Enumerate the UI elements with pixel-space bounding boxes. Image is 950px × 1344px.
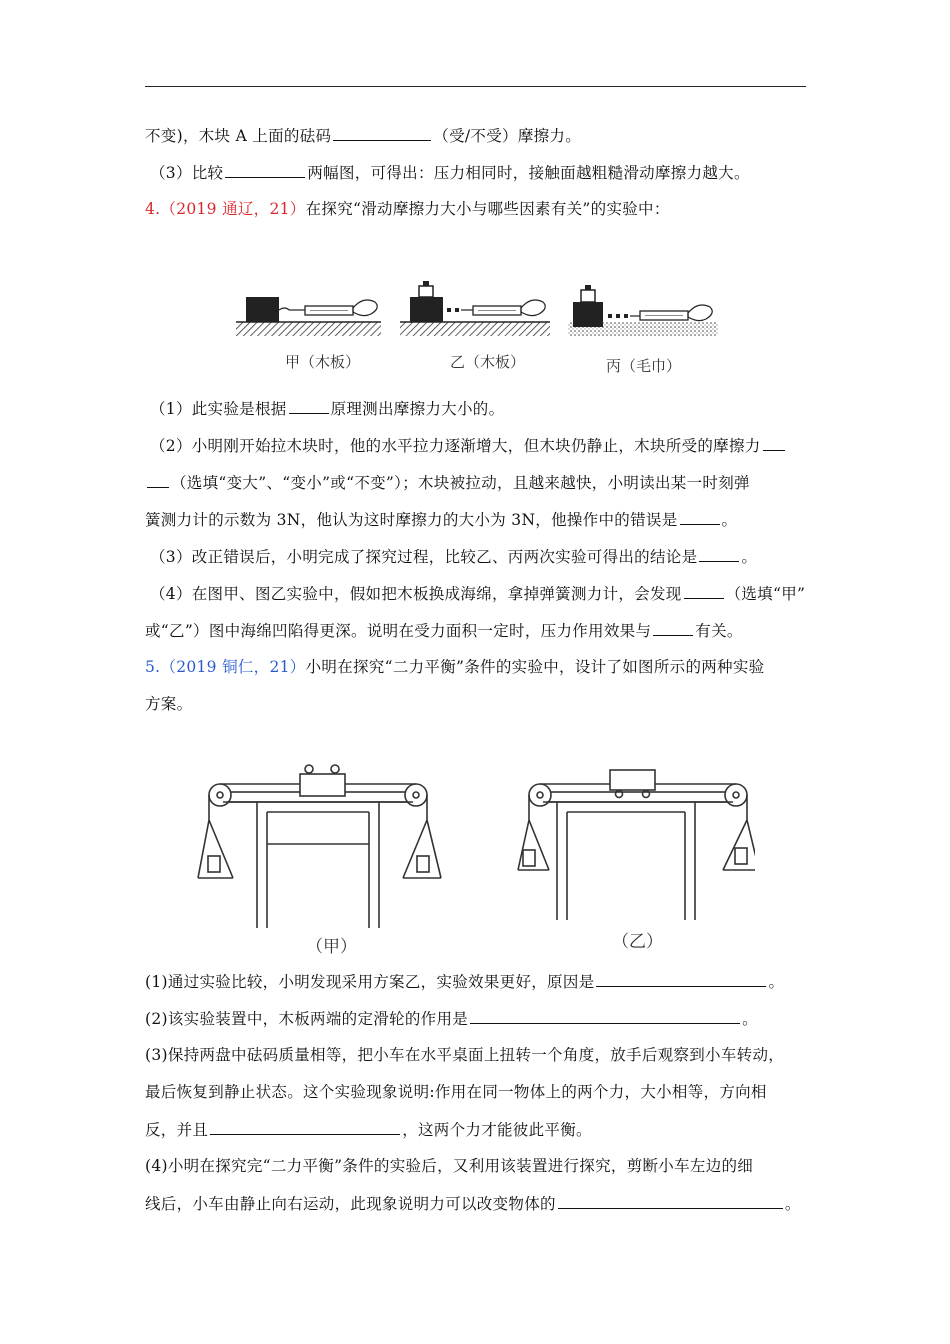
question-stem: 小明在探究“二力平衡”条件的实验中，设计了如图所示的两种实验	[305, 658, 765, 676]
setup-bing	[568, 285, 718, 336]
text: ，这两个力才能彼此平衡。	[402, 1121, 592, 1139]
q5-stem-line-1	[145, 657, 764, 677]
question-stem: 在探究“滑动摩擦力大小与哪些因素有关”的实验中：	[305, 200, 670, 218]
text: （3）改正错误后，小明完成了探究过程，比较乙、丙两次实验可得出的结论是	[150, 548, 698, 566]
q5-part-2	[145, 1008, 758, 1029]
figure-caption-yi: 乙（木板）	[450, 353, 526, 371]
question-source: （2019 铜仁，21）	[160, 658, 306, 676]
q4-stem	[145, 199, 670, 219]
text: 。	[721, 511, 738, 529]
q4-part-3	[150, 546, 757, 567]
text: （选填“甲”	[725, 585, 806, 603]
text: 有关。	[695, 622, 743, 640]
q4-part-2-line-2	[145, 472, 750, 493]
text: 簧测力计的示数为 3N，他认为这时摩擦力的大小为 3N，他操作中的错误是	[145, 511, 678, 529]
text: (1)通过实验比较，小明发现采用方案乙，实验效果更好，原因是	[145, 973, 595, 991]
answer-blank[interactable]	[470, 1008, 740, 1024]
figure-caption-yi: （乙）	[612, 932, 663, 952]
text: 或“乙”）图中海绵凹陷得更深。说明在受力面积一定时，压力作用效果与	[145, 622, 652, 640]
answer-blank[interactable]	[210, 1119, 400, 1135]
text: 。	[742, 1010, 758, 1028]
text: 方案。	[145, 695, 193, 713]
q5-part-3-line-2	[145, 1082, 767, 1102]
answer-blank[interactable]	[653, 620, 693, 636]
text: 两幅图，可得出：压力相同时，接触面越粗糙滑动摩擦力越大。	[307, 164, 750, 182]
answer-blank[interactable]	[289, 398, 329, 414]
text: （选填“变大”、“变小”或“不变”）；木块被拉动，且越来越快，小明读出某一时刻弹	[171, 474, 750, 492]
text: （4）在图甲、图乙实验中，假如把木板换成海绵，拿掉弹簧测力计，会发现	[150, 585, 682, 603]
q4-part-1	[150, 398, 504, 419]
q5-part-4-line-1	[145, 1156, 753, 1176]
answer-blank[interactable]	[680, 509, 720, 525]
text: （1）此实验是根据	[150, 400, 287, 418]
figure-caption-bing: 丙（毛巾）	[606, 357, 682, 375]
q5-stem-line-2	[145, 694, 192, 714]
q5-part-1	[145, 971, 784, 992]
text: 最后恢复到静止状态。这个实验现象说明:作用在同一物体上的两个力，大小相等，方向相	[145, 1083, 767, 1101]
text: （受/不受）摩擦力。	[433, 127, 582, 145]
text: (4)小明在探究完“二力平衡”条件的实验后，又利用该装置进行探究，剪断小车左边的细	[145, 1157, 754, 1175]
answer-blank[interactable]	[225, 162, 305, 178]
header-rule	[145, 86, 806, 87]
answer-blank[interactable]	[558, 1193, 783, 1209]
text: 不变)，木块 A 上面的砝码	[145, 127, 332, 145]
text: 。	[784, 1195, 801, 1213]
q5-part-3-line-3	[145, 1119, 592, 1140]
text: 。	[768, 973, 785, 991]
q4-part-4-line-1	[150, 583, 805, 604]
figure-caption-jia: （甲）	[306, 937, 357, 957]
text: 。	[741, 548, 758, 566]
text: (3)保持两盘中砝码质量相等，把小车在水平桌面上扭转一个角度，放手后观察到小车转动，	[145, 1046, 785, 1064]
q4-part-4-line-2	[145, 620, 743, 641]
text: 反，并且	[145, 1121, 209, 1139]
intro-line-2	[150, 162, 750, 183]
text: (2)该实验装置中，木板两端的定滑轮的作用是	[145, 1010, 469, 1028]
q4-part-2-line-3	[145, 509, 737, 530]
intro-line-1	[145, 125, 581, 146]
figure-caption-jia: 甲（木板）	[285, 353, 361, 371]
setup-jia	[236, 297, 381, 336]
question-number: 4.	[145, 200, 161, 218]
text: 线后，小车由静止向右运动，此现象说明力可以改变物体的	[145, 1195, 556, 1213]
answer-blank[interactable]	[763, 435, 785, 451]
question-number: 5.	[145, 658, 161, 676]
q5-part-4-line-2	[145, 1193, 801, 1214]
text: 原理测出摩擦力大小的。	[330, 400, 505, 418]
answer-blank[interactable]	[596, 971, 766, 987]
setup-yi	[518, 770, 755, 920]
two-force-balance-figure	[195, 760, 755, 960]
setup-jia	[198, 765, 441, 928]
answer-blank[interactable]	[147, 472, 169, 488]
question-source: （2019 通辽，21）	[160, 200, 306, 218]
answer-blank[interactable]	[699, 546, 739, 562]
answer-blank[interactable]	[333, 125, 431, 141]
q5-part-3-line-1	[145, 1045, 784, 1065]
text: （3）比较	[150, 164, 224, 182]
q4-part-2-line-1	[150, 435, 787, 456]
answer-blank[interactable]	[684, 583, 724, 599]
setup-yi	[400, 281, 550, 336]
text: （2）小明刚开始拉木块时，他的水平拉力逐渐增大，但木块仍静止，木块所受的摩擦力	[150, 437, 761, 455]
